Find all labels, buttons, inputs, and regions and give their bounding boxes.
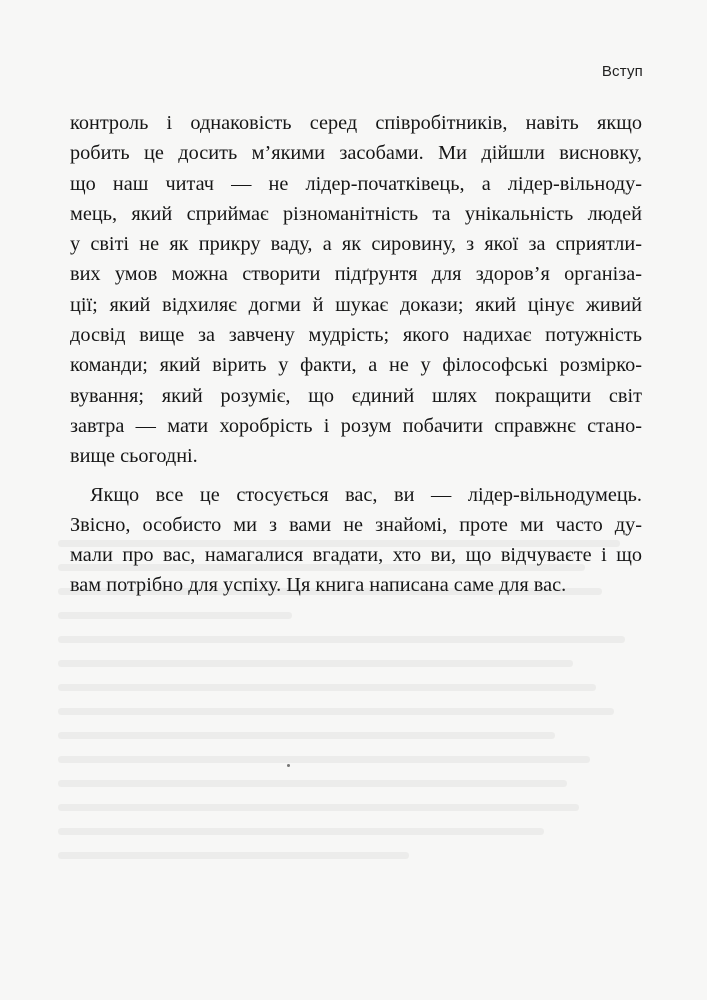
show-through-line [58, 804, 579, 811]
text-line: вам потрібно для успіху. Ця книга написана саме для вас. [70, 574, 567, 597]
page-speck [287, 764, 290, 767]
paragraph-1 [70, 108, 642, 472]
text-line: мали про вас, намагалися вгадати, хто ви, що відчуваєте і що [70, 544, 642, 567]
paragraph-2 [70, 480, 642, 601]
text-line: робить це досить м’якими засобами. Ми дійшли висновку, [70, 142, 642, 165]
running-header: Вступ [601, 63, 643, 80]
show-through-line [58, 852, 409, 859]
text-line: ції; який відхиляє догми й шукає докази; який цінує живий [70, 293, 642, 316]
text-line: команди; який вірить у факти, а не у філософські розмірко- [70, 354, 642, 377]
text-line: Звісно, особисто ми з вами не знайомі, проте ми часто ду- [70, 513, 642, 536]
show-through-line [58, 636, 625, 643]
text-line: досвід вище за завчену мудрість; якого надихає потужність [70, 324, 642, 347]
text-line: що наш читач — не лідер-початківець, а лідер-вільноду- [70, 172, 642, 195]
text-line: Якщо все це стосується вас, ви — лідер-вільнодумець. [90, 483, 642, 506]
text-line: вих умов можна створити підґрунтя для здоров’я організа- [70, 263, 642, 286]
text-line: вування; який розуміє, що єдиний шлях покращити світ [70, 384, 642, 407]
paragraph-spacer [70, 472, 642, 480]
show-through-line [58, 756, 590, 763]
show-through-line [58, 732, 555, 739]
body-text [70, 108, 642, 601]
text-line: контроль і однаковість серед співробітників, навіть якщо [70, 112, 642, 134]
show-through-line [58, 660, 573, 667]
show-through-line [58, 684, 596, 691]
text-line: вище сьогодні. [70, 445, 198, 468]
show-through-line [58, 780, 567, 787]
show-through-line [58, 708, 614, 715]
show-through-line [58, 828, 544, 835]
text-line: мець, який сприймає різноманітність та унікальність людей [70, 202, 642, 225]
show-through-line [58, 612, 292, 619]
text-line: завтра — мати хоробрість і розум побачити справжнє стано- [70, 414, 642, 437]
text-line: у світі не як прикру ваду, а як сировину, з якої за сприятли- [70, 233, 642, 256]
